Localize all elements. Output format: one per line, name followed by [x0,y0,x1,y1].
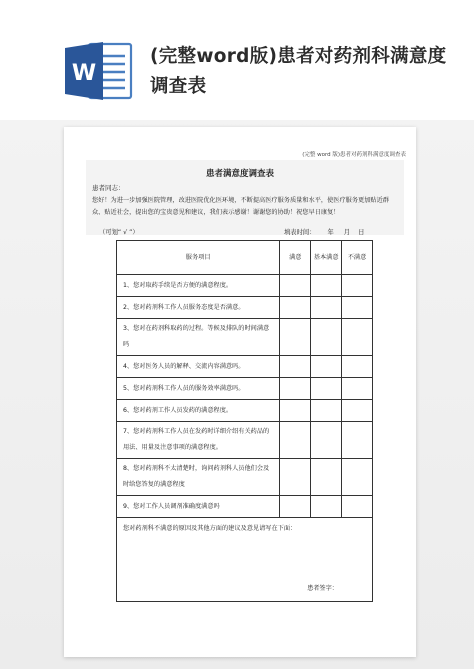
satisfied-cell[interactable] [280,459,311,496]
table-row [117,319,373,356]
word-document-icon [63,40,135,102]
signature-label: 患者签字： [307,585,338,592]
intro-paragraph: 您好！为进一步加强医院管理，改进医院优化医环境，不断提高医疗服务质量和水平，使医疗服务更加贴近群众、贴近社会，提出您的宝贵意见和建议，我们表示感谢！谢谢您的协助！祝您早日康复！ [92,197,389,216]
basic-cell[interactable] [311,400,342,422]
document-header-tag: (完整 word 版)患者对药剂科满意度调查表 [302,152,406,158]
satisfied-cell[interactable] [280,496,311,518]
row-item-5: 5、您对药剂科工作人员的服务效率满意吗。 [117,378,280,400]
header-dissatisfied: 不满意 [342,241,373,275]
satisfied-cell[interactable] [280,422,311,459]
check-mark-note: （可划“ √ ”） [99,229,139,236]
header-satisfied: 满意 [280,241,311,275]
remark-cell[interactable] [117,518,373,602]
dissatisfied-cell[interactable] [342,356,373,378]
header-service-item: 服务项目 [117,241,280,275]
fill-date-field: 填表时间： 年 月 日 [284,229,365,236]
table-row [117,356,373,378]
dissatisfied-cell[interactable] [342,378,373,400]
basic-cell[interactable] [311,275,342,297]
satisfied-cell[interactable] [280,275,311,297]
svg-text:W: W [71,61,97,86]
row-item-3: 3、您对在药剂科取药的过程。等候及排队的时间满意吗 [117,319,280,356]
header-basic-satisfied: 基本满意 [311,241,342,275]
banner-title: (完整word版)患者对药剂科满意度调查表 [150,46,447,97]
table-row [117,496,373,518]
table-header-row [117,241,373,275]
document-page [64,127,416,657]
document-title: 患者满意度调查表 [205,169,274,179]
dissatisfied-cell[interactable] [342,422,373,459]
satisfied-cell[interactable] [280,319,311,356]
basic-cell[interactable] [311,319,342,356]
row-item-1: 1、您对取药手续是否方便的满意程度。 [117,275,280,297]
basic-cell[interactable] [311,297,342,319]
table-row [117,378,373,400]
header-banner [0,0,474,120]
dissatisfied-cell[interactable] [342,275,373,297]
row-item-4: 4、您对医务人员的解释、交流内容满意吗。 [117,356,280,378]
row-item-2: 2、您对药剂科工作人员服务态度是否满意。 [117,297,280,319]
dissatisfied-cell[interactable] [342,496,373,518]
table-row [117,400,373,422]
basic-cell[interactable] [311,496,342,518]
table-row [117,297,373,319]
row-item-7: 7、您对药剂科工作人员在发药时详细介绍有关药品的用法、用量及注意事项的满意程度。 [117,422,280,459]
row-item-9: 9、您对工作人员调剂准确度满意吗 [117,496,280,518]
basic-cell[interactable] [311,378,342,400]
satisfied-cell[interactable] [280,297,311,319]
dissatisfied-cell[interactable] [342,297,373,319]
remark-row [117,518,373,602]
dissatisfied-cell[interactable] [342,400,373,422]
salutation: 患者同志： [92,184,125,192]
basic-cell[interactable] [311,459,342,496]
table-row [117,275,373,297]
basic-cell[interactable] [311,356,342,378]
satisfied-cell[interactable] [280,356,311,378]
satisfied-cell[interactable] [280,378,311,400]
table-row [117,422,373,459]
satisfied-cell[interactable] [280,400,311,422]
remark-prompt: 您对药剂科不满意的原因及其他方面的建议及意见请写在下面： [123,525,297,532]
dissatisfied-cell[interactable] [342,459,373,496]
basic-cell[interactable] [311,422,342,459]
dissatisfied-cell[interactable] [342,319,373,356]
survey-table [116,240,373,602]
table-row [117,459,373,496]
row-item-6: 6、您对药剂工作人员发药的满意程度。 [117,400,280,422]
row-item-8: 8、您对药剂科不太清楚时，询问药剂科人员他们会及时给您答复的满意程度 [117,459,280,496]
